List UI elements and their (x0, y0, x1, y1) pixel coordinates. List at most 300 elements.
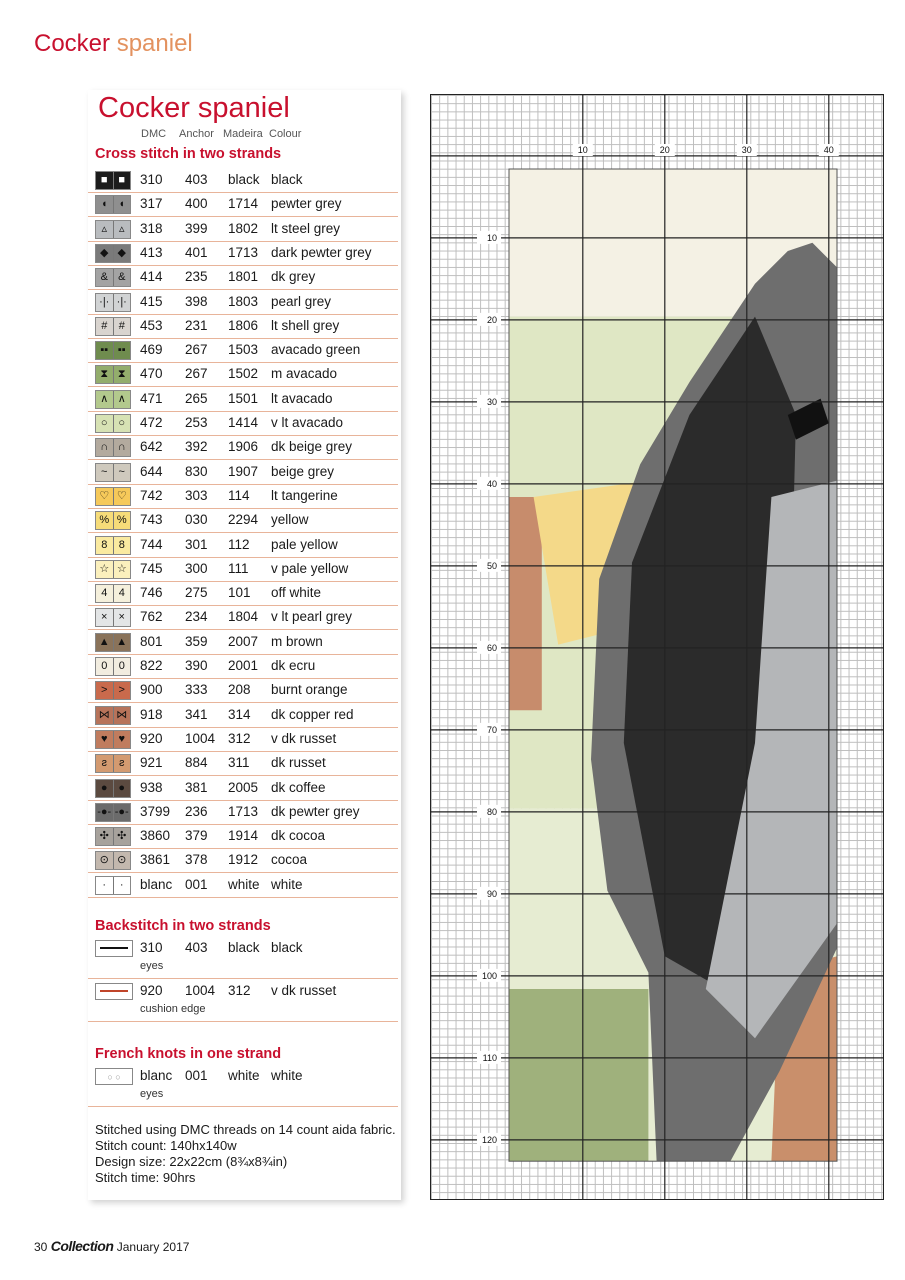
thread-dmc: 743 (140, 512, 163, 528)
info-stitch-time: Stitch time: 90hrs (95, 1170, 196, 1185)
thread-dmc: 900 (140, 682, 163, 698)
thread-anchor: 359 (185, 633, 208, 649)
french-knots-title: French knots in one strand (95, 1046, 282, 1062)
french-knot-row (88, 1064, 398, 1107)
swatch-symbol: -●- (97, 805, 112, 818)
thread-dmc: 918 (140, 706, 163, 722)
thread-row (88, 290, 398, 315)
thread-row (88, 581, 398, 606)
thread-swatch (95, 341, 131, 360)
thread-swatch (95, 584, 131, 603)
swatch-symbol: & (113, 269, 131, 286)
swatch-symbol: 4 (101, 587, 108, 600)
swatch-symbol: # (113, 318, 131, 335)
swatch-symbol: 8 (113, 537, 131, 554)
thread-anchor: 403 (185, 172, 208, 187)
thread-madeira: 101 (228, 585, 251, 601)
swatch-symbol: ƨ (113, 755, 131, 772)
thread-swatch (95, 414, 131, 433)
swatch-symbol: ■ (100, 174, 108, 186)
thread-dmc: 318 (140, 220, 163, 236)
swatch-symbol: -●- (113, 804, 131, 821)
thread-dmc: 746 (140, 585, 163, 601)
chart-row-label: 30 (486, 396, 497, 407)
chart-row-label: 70 (486, 724, 497, 735)
chart-row-label: 40 (486, 478, 497, 489)
backstitch-anchor: 403 (185, 940, 208, 955)
swatch-symbol: ◖ (113, 196, 131, 213)
thread-swatch (95, 171, 131, 190)
thread-row (88, 678, 398, 703)
thread-colour: lt tangerine (271, 487, 338, 503)
thread-colour: yellow (271, 512, 309, 528)
swatch-symbol: 4 (113, 585, 131, 602)
thread-swatch (95, 487, 131, 506)
chart-col-label: 20 (659, 145, 670, 155)
thread-anchor: 381 (185, 779, 208, 795)
thread-row (88, 533, 398, 558)
thread-madeira: 1802 (228, 220, 259, 236)
backstitch-dmc: 310 (140, 940, 163, 955)
swatch-symbol: ✣ (99, 830, 109, 843)
knot-madeira: white (228, 1068, 260, 1083)
page-header (34, 30, 193, 58)
thread-anchor: 231 (185, 317, 208, 333)
thread-anchor: 378 (185, 852, 208, 868)
backstitch-use: eyes (140, 960, 164, 972)
thread-swatch (95, 365, 131, 384)
thread-colour: dk beige grey (271, 439, 353, 455)
thread-colour: pearl grey (271, 293, 332, 309)
thread-colour: lt avacado (271, 390, 333, 406)
chart-region-dark-green (509, 989, 648, 1161)
swatch-symbol: ∧ (100, 392, 109, 405)
thread-madeira: 114 (228, 487, 250, 503)
thread-swatch (95, 268, 131, 287)
thread-swatch (95, 851, 131, 870)
thread-key-panel (88, 90, 401, 1200)
magazine-name: Collection (50, 1238, 114, 1254)
thread-row (88, 800, 398, 825)
thread-row (88, 435, 398, 460)
thread-anchor: 379 (185, 828, 208, 844)
chart-row-label: 20 (486, 314, 497, 325)
thread-swatch (95, 779, 131, 798)
chart-row-label: 60 (486, 642, 497, 653)
backstitch-use: cushion edge (140, 1003, 206, 1015)
thread-anchor: 301 (185, 536, 208, 552)
info-fabric: Stitched using DMC threads on 14 count aida fabric. (95, 1122, 396, 1137)
thread-anchor: 884 (185, 755, 208, 771)
swatch-symbol: ⊙ (113, 852, 131, 869)
info-stitch-count: Stitch count: 140hx140w (95, 1138, 237, 1153)
swatch-symbol: ⧗ (113, 366, 131, 383)
thread-dmc: 413 (140, 244, 163, 260)
backstitch-row (88, 936, 398, 979)
thread-row (88, 192, 398, 217)
thread-dmc: 3860 (140, 828, 171, 844)
thread-row (88, 654, 398, 679)
thread-madeira: 1501 (228, 390, 259, 406)
swatch-symbol: ▵ (113, 221, 131, 238)
backstitch-anchor: 1004 (185, 983, 216, 998)
knot-colour: white (271, 1068, 303, 1083)
thread-madeira: 1907 (228, 463, 259, 479)
chart-row-label: 110 (482, 1052, 497, 1063)
thread-colour: v lt avacado (271, 415, 344, 430)
thread-anchor: 401 (185, 244, 208, 260)
swatch-symbol: ▲ (98, 635, 110, 648)
thread-row (88, 314, 398, 339)
thread-colour: pale yellow (271, 536, 338, 552)
thread-anchor: 341 (185, 706, 208, 722)
swatch-symbol: ♡ (113, 488, 131, 505)
page-footer (34, 1238, 189, 1254)
thread-swatch (95, 536, 131, 555)
swatch-symbol: ⋈ (98, 708, 110, 721)
col-anchor: Anchor (179, 128, 214, 140)
swatch-symbol: ⊙ (99, 854, 109, 867)
chart-row-label: 50 (486, 560, 497, 571)
thread-madeira: 1414 (228, 415, 259, 430)
thread-madeira: 1914 (228, 828, 259, 844)
thread-colour: burnt orange (271, 682, 348, 698)
thread-swatch (95, 438, 131, 457)
thread-dmc: 644 (140, 463, 163, 479)
thread-row (88, 630, 398, 655)
thread-row (88, 411, 398, 436)
thread-anchor: 333 (185, 682, 208, 698)
col-colour: Colour (269, 128, 302, 140)
cross-stitch-chart (430, 94, 884, 1200)
thread-dmc: 415 (140, 293, 163, 309)
thread-row (88, 605, 398, 630)
thread-colour: m brown (271, 633, 323, 649)
thread-anchor: 300 (185, 560, 208, 576)
thread-row (88, 217, 398, 242)
swatch-symbol: ● (100, 781, 108, 794)
thread-anchor: 001 (185, 876, 208, 892)
thread-dmc: 310 (140, 172, 163, 187)
thread-colour: avacado green (271, 342, 361, 358)
knot-anchor: 001 (185, 1068, 208, 1083)
thread-swatch (95, 560, 131, 579)
thread-madeira: 1502 (228, 366, 259, 382)
swatch-symbol: ○ (100, 417, 108, 429)
swatch-symbol: ● (113, 780, 131, 797)
thread-swatch (95, 293, 131, 312)
swatch-symbol: ◆ (113, 245, 131, 262)
backstitch-colour: v dk russet (271, 983, 337, 998)
thread-colour: beige grey (271, 463, 335, 479)
thread-swatch (95, 633, 131, 652)
thread-swatch (95, 463, 131, 482)
backstitch-colour: black (271, 940, 303, 955)
thread-madeira: 2294 (228, 512, 259, 528)
info-design-size: Design size: 22x22cm (8¾x8¾in) (95, 1154, 288, 1169)
thread-dmc: 642 (140, 439, 163, 455)
swatch-symbol: % (113, 512, 131, 529)
thread-dmc: 317 (140, 196, 163, 212)
thread-dmc: 469 (140, 342, 163, 358)
thread-colour: cocoa (271, 852, 308, 868)
thread-anchor: 235 (185, 269, 208, 285)
thread-madeira: black (228, 172, 260, 187)
swatch-symbol: % (99, 514, 110, 527)
thread-dmc: 470 (140, 366, 163, 382)
thread-anchor: 392 (185, 439, 208, 455)
thread-dmc: 3799 (140, 803, 171, 819)
thread-madeira: 1713 (228, 244, 259, 260)
chart-col-label: 30 (741, 145, 752, 155)
thread-colour: dk grey (271, 269, 316, 285)
thread-swatch (95, 681, 131, 700)
thread-madeira: 311 (228, 755, 250, 771)
thread-madeira: 112 (228, 536, 250, 552)
issue-date: January 2017 (116, 1240, 190, 1254)
swatch-symbol: ⋈ (113, 707, 131, 724)
thread-swatch (95, 317, 131, 336)
chart-row-label: 90 (486, 888, 497, 899)
thread-dmc: blanc (140, 876, 173, 892)
swatch-symbol: ■ (113, 172, 131, 189)
thread-anchor: 030 (185, 512, 208, 528)
thread-anchor: 275 (185, 585, 208, 601)
chart-col-label: 10 (577, 145, 588, 155)
swatch-symbol: ☆ (113, 561, 131, 578)
thread-swatch (95, 827, 131, 846)
swatch-symbol: ▪▪ (113, 342, 131, 359)
thread-anchor: 236 (185, 803, 208, 819)
thread-anchor: 265 (185, 390, 208, 406)
chart-col-label: 40 (823, 145, 834, 155)
swatch-symbol: # (101, 319, 108, 332)
swatch-symbol: ☆ (99, 562, 110, 575)
swatch-symbol: > (101, 684, 108, 697)
thread-colour: v pale yellow (271, 560, 349, 576)
stitch-info (95, 1122, 396, 1186)
thread-madeira: 312 (228, 730, 251, 746)
thread-colour: dk ecru (271, 658, 316, 673)
thread-anchor: 1004 (185, 730, 216, 746)
chart-region-russet-left (509, 497, 542, 710)
thread-madeira: 1803 (228, 293, 259, 309)
thread-swatch (95, 876, 131, 895)
swatch-symbol: ·|· (113, 294, 131, 311)
thread-colour: white (271, 876, 303, 892)
thread-colour: off white (271, 585, 322, 601)
swatch-symbol: 0 (101, 660, 108, 672)
swatch-symbol: ♥ (100, 732, 108, 745)
knot-dmc: blanc (140, 1068, 173, 1083)
backstitch-swatch (95, 940, 133, 957)
swatch-symbol: ∩ (100, 441, 109, 454)
thread-colour: dk copper red (271, 706, 354, 722)
thread-dmc: 742 (140, 487, 163, 503)
thread-swatch (95, 195, 131, 214)
thread-row (88, 824, 398, 849)
thread-row (88, 508, 398, 533)
thread-anchor: 253 (185, 415, 208, 430)
swatch-symbol: ▵ (101, 222, 108, 235)
swatch-symbol: 0 (113, 658, 131, 675)
backstitch-row (88, 979, 398, 1022)
thread-dmc: 801 (140, 633, 163, 649)
thread-colour: dk pewter grey (271, 803, 360, 819)
thread-colour: black (271, 172, 303, 187)
swatch-symbol: 8 (101, 538, 108, 551)
thread-colour: lt shell grey (271, 317, 340, 333)
thread-madeira: 1806 (228, 317, 259, 333)
thread-row (88, 387, 398, 412)
thread-row (88, 265, 398, 290)
col-dmc: DMC (141, 128, 167, 140)
thread-row (88, 873, 398, 898)
thread-swatch (95, 706, 131, 725)
thread-anchor: 400 (185, 196, 208, 212)
backstitch-madeira: 312 (228, 983, 251, 998)
thread-swatch (95, 608, 131, 627)
swatch-symbol: ~ (113, 464, 131, 481)
swatch-symbol: ♥ (113, 731, 131, 748)
thread-colour: dark pewter grey (271, 244, 372, 260)
chart-svg (431, 95, 884, 1200)
swatch-symbol: ♡ (99, 489, 110, 502)
thread-swatch (95, 511, 131, 530)
thread-madeira: 111 (228, 560, 249, 576)
swatch-symbol: · (113, 877, 131, 894)
thread-colour: lt steel grey (271, 220, 341, 236)
thread-madeira: 1801 (228, 269, 259, 285)
thread-swatch (95, 657, 131, 676)
thread-madeira: 314 (228, 706, 251, 722)
thread-madeira: 1713 (228, 803, 259, 819)
backstitch-swatch (95, 983, 133, 1000)
thread-madeira: 1503 (228, 342, 259, 358)
swatch-symbol: ▲ (113, 634, 131, 651)
key-title: Cocker spaniel (98, 92, 290, 124)
chart-row-label: 120 (481, 1134, 497, 1145)
thread-dmc: 762 (140, 609, 163, 625)
thread-anchor: 267 (185, 366, 208, 382)
thread-dmc: 938 (140, 779, 163, 795)
thread-colour: dk coffee (271, 779, 326, 795)
swatch-symbol: ·|· (99, 295, 110, 308)
thread-swatch (95, 754, 131, 773)
thread-dmc: 920 (140, 730, 163, 746)
thread-anchor: 267 (185, 342, 208, 358)
thread-anchor: 390 (185, 658, 208, 673)
thread-row (88, 557, 398, 582)
thread-dmc: 822 (140, 658, 163, 673)
thread-colour: v dk russet (271, 730, 337, 746)
thread-madeira: 2001 (228, 658, 259, 673)
thread-dmc: 471 (140, 390, 163, 406)
thread-colour: pewter grey (271, 196, 342, 212)
cross-stitch-title: Cross stitch in two strands (95, 146, 282, 162)
swatch-symbol: ○ (113, 415, 131, 432)
thread-colour: dk cocoa (271, 828, 326, 844)
knot-use: eyes (140, 1088, 164, 1100)
thread-dmc: 472 (140, 415, 163, 430)
thread-swatch (95, 390, 131, 409)
thread-swatch (95, 730, 131, 749)
thread-madeira: 2005 (228, 779, 259, 795)
swatch-symbol: & (100, 271, 108, 284)
thread-madeira: 2007 (228, 633, 259, 649)
thread-row (88, 848, 398, 873)
thread-anchor: 398 (185, 293, 208, 309)
thread-row (88, 776, 398, 801)
swatch-symbol: ▪▪ (100, 344, 109, 357)
thread-swatch (95, 803, 131, 822)
header-word-2: spaniel (116, 30, 193, 57)
thread-dmc: 453 (140, 317, 163, 333)
chart-row-label: 10 (486, 232, 497, 243)
thread-row (88, 703, 398, 728)
thread-anchor: 830 (185, 463, 208, 479)
thread-dmc: 414 (140, 269, 163, 285)
swatch-symbol: ∧ (113, 391, 131, 408)
backstitch-dmc: 920 (140, 983, 163, 998)
thread-dmc: 3861 (140, 852, 171, 868)
backstitch-madeira: black (228, 940, 260, 955)
thread-colour: v lt pearl grey (271, 609, 353, 625)
header-word-1: Cocker (34, 30, 111, 57)
thread-row (88, 751, 398, 776)
thread-colour: m avacado (271, 366, 338, 382)
swatch-symbol: ⧗ (100, 368, 109, 381)
col-madeira: Madeira (223, 128, 263, 140)
swatch-symbol: ƨ (101, 757, 107, 770)
backstitch-title: Backstitch in two strands (95, 918, 271, 934)
swatch-symbol: ∩ (113, 439, 131, 456)
thread-madeira: 1714 (228, 196, 259, 212)
swatch-symbol: · (102, 878, 107, 891)
thread-colour: dk russet (271, 755, 326, 771)
swatch-symbol: ◆ (100, 246, 109, 259)
swatch-symbol: ✣ (113, 828, 131, 845)
thread-anchor: 234 (185, 609, 208, 625)
chart-row-label: 80 (486, 806, 497, 817)
thread-dmc: 744 (140, 536, 163, 552)
french-knot-swatch: ○ ○ (95, 1068, 133, 1085)
thread-madeira: white (228, 876, 260, 892)
thread-row (88, 460, 398, 485)
thread-swatch (95, 220, 131, 239)
thread-anchor: 303 (185, 487, 208, 503)
thread-madeira: 1912 (228, 852, 259, 868)
thread-row (88, 168, 398, 193)
thread-madeira: 208 (228, 682, 251, 698)
thread-row (88, 241, 398, 266)
thread-row (88, 727, 398, 752)
swatch-symbol: × (113, 609, 131, 626)
thread-madeira: 1906 (228, 439, 259, 455)
thread-row (88, 338, 398, 363)
thread-anchor: 399 (185, 220, 208, 236)
thread-dmc: 745 (140, 560, 163, 576)
swatch-symbol: ~ (101, 465, 108, 478)
thread-swatch (95, 244, 131, 263)
thread-madeira: 1804 (228, 609, 259, 625)
thread-dmc: 921 (140, 755, 163, 771)
swatch-symbol: > (113, 682, 131, 699)
swatch-symbol: ◖ (100, 198, 108, 211)
swatch-symbol: × (101, 611, 108, 624)
page-number: 30 (34, 1240, 48, 1254)
thread-row (88, 362, 398, 387)
